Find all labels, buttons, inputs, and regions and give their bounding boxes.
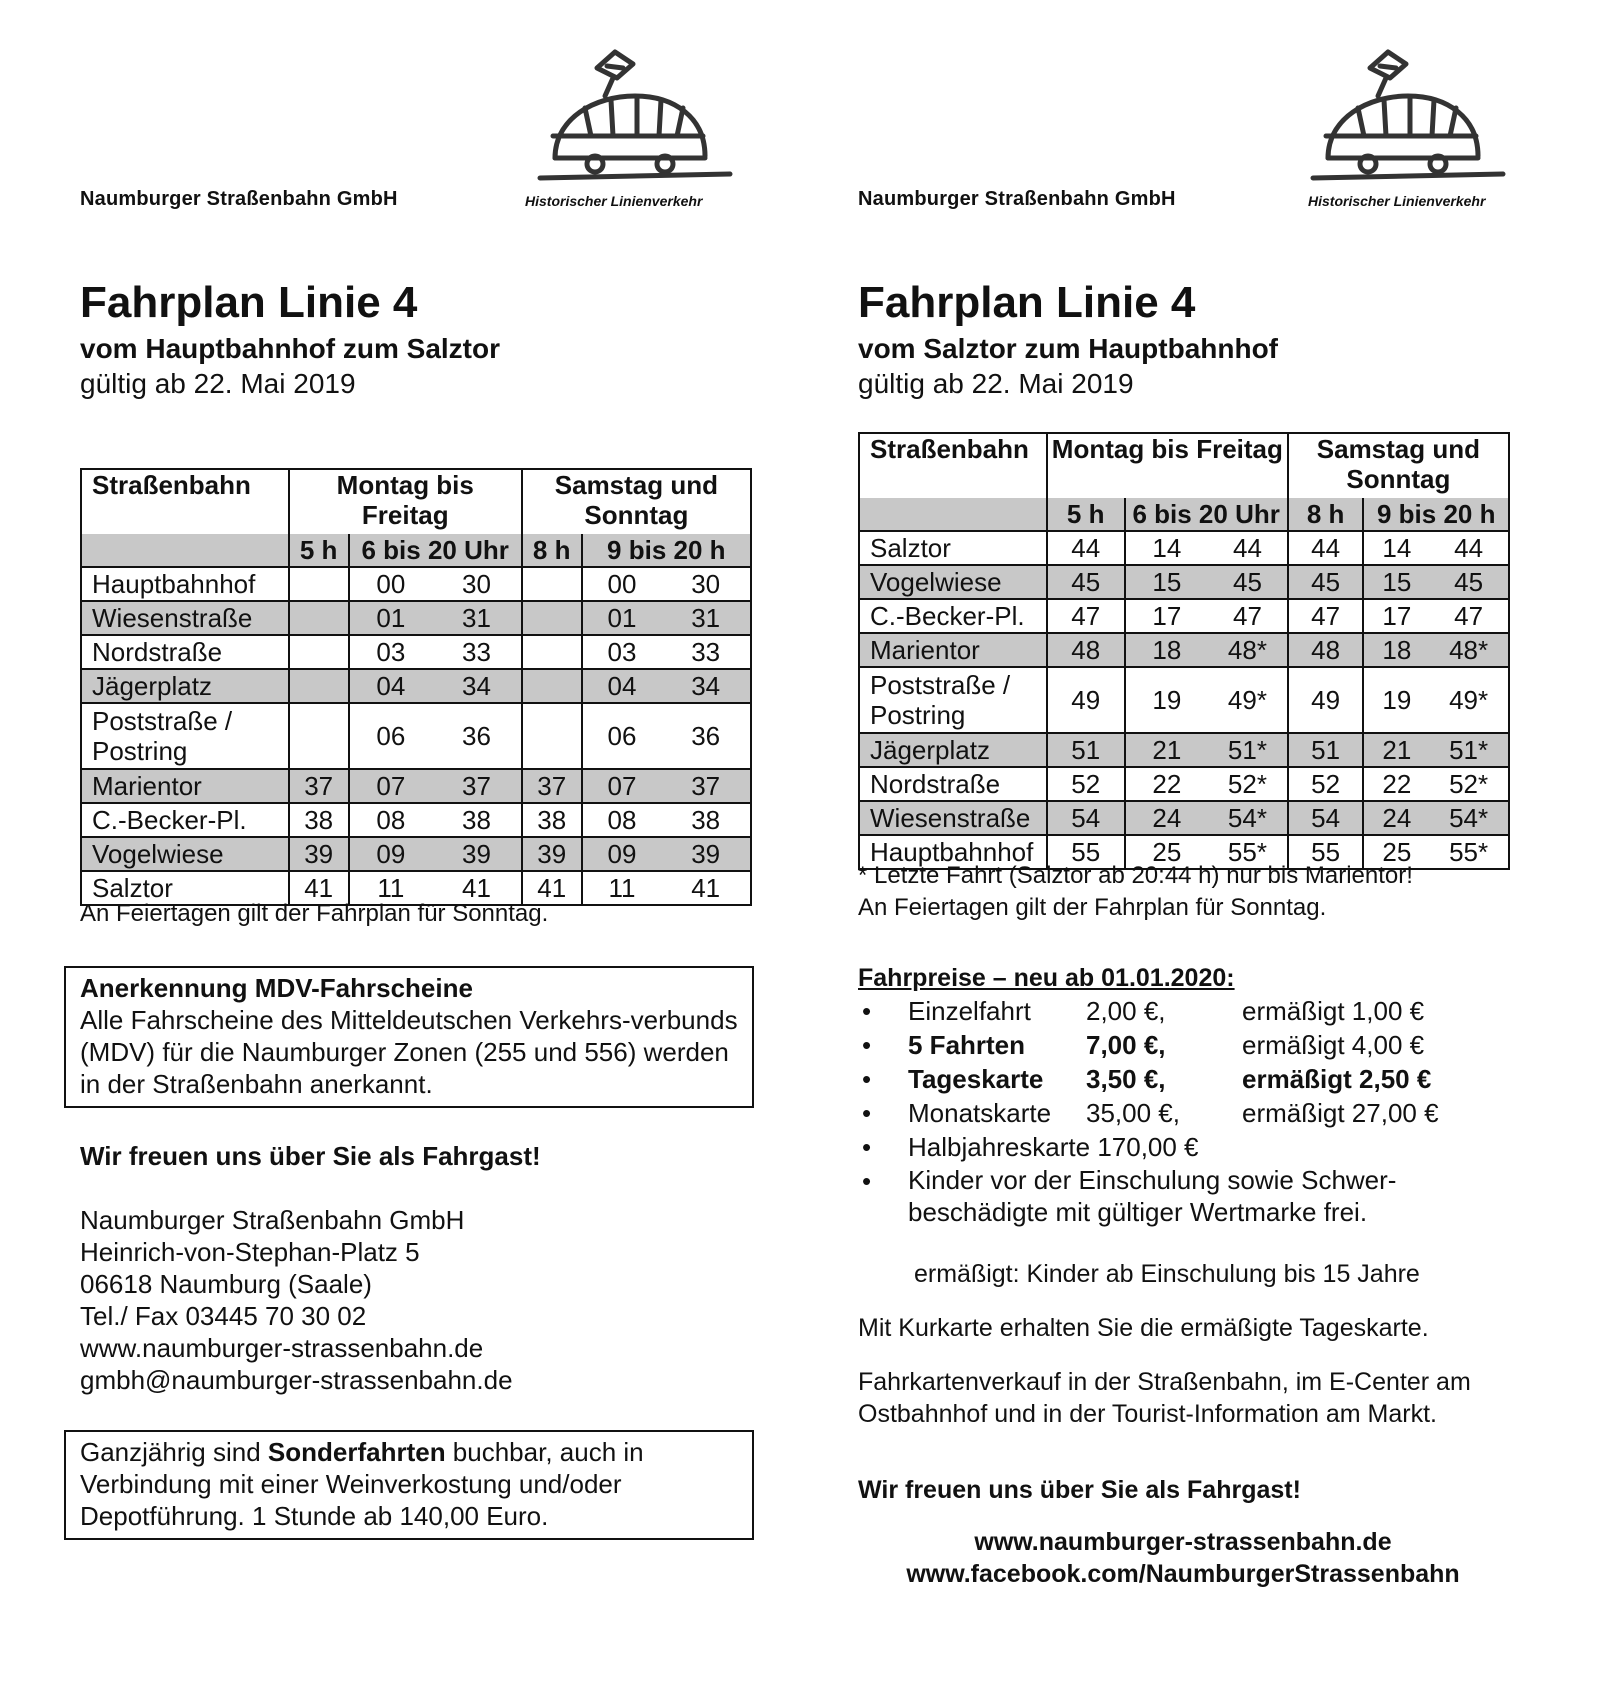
station-name: Wiesenstraße [859, 801, 1047, 835]
departure-minute: 51* [1429, 733, 1509, 767]
departure-minute: 47 [1047, 599, 1125, 633]
departure-minute: 47 [1288, 599, 1364, 633]
sub-header: 8 h [1288, 498, 1364, 531]
departure-minute: 44 [1047, 531, 1125, 565]
table-row [859, 599, 1509, 633]
email-link[interactable]: gmbh@naumburger-strassenbahn.de [80, 1365, 513, 1395]
special-trips-box [64, 1430, 754, 1540]
departure-minute: 08 [582, 803, 662, 837]
table-row [81, 669, 751, 703]
departure-minute: 54 [1047, 801, 1125, 835]
departure-minute: 25 [1125, 835, 1209, 869]
timetable [80, 468, 752, 906]
departure-minute: 55 [1047, 835, 1125, 869]
departure-minute: 52 [1288, 767, 1364, 801]
departure-minute [522, 567, 582, 601]
departure-minute: 45 [1208, 565, 1288, 599]
special-text: buchbar, auch in Verbindung mit einer Weinverkostung und/oder Depotführung. 1 Stunde ab 140,00 Euro. [80, 1437, 644, 1531]
children-note-text: Kinder vor der Einschulung sowie Schwer-beschädigte mit gültiger Wertmarke frei. [908, 1165, 1397, 1227]
departure-minute: 48* [1429, 633, 1509, 667]
departure-minute: 15 [1363, 565, 1429, 599]
departure-minute: 33 [432, 635, 522, 669]
price-item [858, 994, 1498, 1028]
ticket-name: Monatskarte [908, 1098, 1052, 1128]
bullet-icon: • [862, 1132, 872, 1162]
departure-minute: 24 [1125, 801, 1209, 835]
price-item [858, 1028, 1498, 1062]
welcome-text: Wir freuen uns über Sie als Fahrgast! [80, 1141, 541, 1171]
departure-minute: 30 [432, 567, 522, 601]
page-title: Fahrplan Linie 4 [80, 278, 418, 327]
table-row [81, 769, 751, 803]
ticket-reduced: ermäßigt 1,00 € [1242, 996, 1425, 1026]
sales-note: Fahrkartenverkauf in der Straßenbahn, im E-Center am Ostbahnhof und in der Tourist-Information am Markt. [858, 1368, 1471, 1428]
departure-minute: 55* [1429, 835, 1509, 869]
mdv-box [64, 966, 754, 1108]
bullet-icon: • [862, 1098, 872, 1128]
departure-minute: 37 [522, 769, 582, 803]
table-row [859, 531, 1509, 565]
half-year-price-text: Halbjahreskarte 170,00 € [908, 1132, 1199, 1162]
departure-minute: 44 [1288, 531, 1364, 565]
header-station: Straßenbahn [870, 434, 1029, 464]
ticket-price: 7,00 €, [1086, 1030, 1166, 1060]
departure-minute: 49 [1047, 667, 1125, 733]
table-row [859, 565, 1509, 599]
departure-minute: 21 [1363, 733, 1429, 767]
route-subtitle: vom Hauptbahnhof zum Salztor [80, 333, 500, 364]
departure-minute [289, 703, 349, 769]
tram-logo-icon [535, 38, 735, 183]
departure-minute [289, 669, 349, 703]
departure-minute: 51 [1047, 733, 1125, 767]
departure-minute [289, 601, 349, 635]
ticket-name: Tageskarte [908, 1064, 1044, 1094]
special-highlight: Sonderfahrten [267, 1437, 446, 1467]
tram-logo-icon [1308, 38, 1508, 183]
departure-minute: 51 [1288, 733, 1364, 767]
departure-minute: 07 [582, 769, 662, 803]
bullet-icon: • [862, 996, 872, 1026]
website-link[interactable]: www.naumburger-strassenbahn.de [974, 1528, 1392, 1556]
sub-header: 5 h [289, 534, 349, 567]
departure-minute: 00 [582, 567, 662, 601]
table-row [859, 801, 1509, 835]
departure-minute: 41 [661, 871, 751, 905]
address-block [80, 1204, 513, 1396]
address-line: Tel./ Fax 03445 70 30 02 [80, 1301, 367, 1331]
price-item [858, 1062, 1498, 1096]
departure-minute: 41 [522, 871, 582, 905]
mdv-title: Anerkennung MDV-Fahrscheine [80, 973, 473, 1003]
departure-minute: 41 [432, 871, 522, 905]
departure-minute [289, 635, 349, 669]
departure-minute: 34 [661, 669, 751, 703]
table-row [859, 633, 1509, 667]
header-weekday: Montag bis Freitag [289, 469, 522, 534]
tagline: Historischer Linienverkehr [1308, 193, 1486, 209]
departure-minute: 47 [1208, 599, 1288, 633]
station-name: C.-Becker-Pl. [859, 599, 1047, 633]
address-line: 06618 Naumburg (Saale) [80, 1269, 372, 1299]
departure-minute: 11 [349, 871, 433, 905]
station-name: C.-Becker-Pl. [81, 803, 289, 837]
header-weekend: Samstag und Sonntag [522, 469, 751, 534]
tagline: Historischer Linienverkehr [525, 193, 703, 209]
departure-minute: 48 [1047, 633, 1125, 667]
departure-minute: 49* [1429, 667, 1509, 733]
valid-date: gültig ab 22. Mai 2019 [858, 368, 1134, 399]
valid-date: gültig ab 22. Mai 2019 [80, 368, 356, 399]
table-row [859, 767, 1509, 801]
departure-minute: 44 [1429, 531, 1509, 565]
station-name: Jägerplatz [81, 669, 289, 703]
mdv-text: Alle Fahrscheine des Mitteldeutschen Verkehrs-verbunds (MDV) für die Naumburger Zonen (255 und 556) werden in der Straßenbahn anerkannt. [80, 1005, 738, 1099]
departure-minute: 38 [661, 803, 751, 837]
sub-header: 5 h [1047, 498, 1125, 531]
departure-minute: 07 [349, 769, 433, 803]
departure-minute: 55* [1208, 835, 1288, 869]
station-name: Nordstraße [859, 767, 1047, 801]
table-row [81, 601, 751, 635]
departure-minute: 22 [1125, 767, 1209, 801]
ticket-reduced: ermäßigt 27,00 € [1242, 1098, 1439, 1128]
departure-minute: 31 [432, 601, 522, 635]
holiday-note: An Feiertagen gilt der Fahrplan für Sonntag. [80, 900, 549, 927]
departure-minute: 45 [1288, 565, 1364, 599]
departure-minute: 37 [661, 769, 751, 803]
departure-minute: 48* [1208, 633, 1288, 667]
station-name: Vogelwiese [81, 837, 289, 871]
departure-minute: 03 [582, 635, 662, 669]
station-name: Marientor [81, 769, 289, 803]
station-name: Salztor [81, 871, 289, 905]
table-row [81, 803, 751, 837]
company-name: Naumburger Straßenbahn GmbH [80, 188, 398, 210]
departure-minute: 54* [1429, 801, 1509, 835]
company-name: Naumburger Straßenbahn GmbH [858, 188, 1176, 210]
price-list [858, 994, 1498, 1229]
sub-header: 8 h [522, 534, 582, 567]
station-name: Marientor [859, 633, 1047, 667]
departure-minute: 45 [1429, 565, 1509, 599]
header-weekday: Montag bis Freitag [1047, 433, 1288, 498]
reduced-note: ermäßigt: Kinder ab Einschulung bis 15 Jahre [914, 1260, 1420, 1288]
departure-minute: 14 [1363, 531, 1429, 565]
bullet-icon: • [862, 1030, 872, 1060]
departure-minute: 03 [349, 635, 433, 669]
header-weekend: Samstag und Sonntag [1288, 433, 1509, 498]
departure-minute: 17 [1125, 599, 1209, 633]
price-item [858, 1096, 1498, 1130]
special-text: Ganzjährig sind [80, 1437, 268, 1467]
timetable [858, 432, 1510, 870]
departure-minute: 15 [1125, 565, 1209, 599]
sub-header: 9 bis 20 h [582, 534, 751, 567]
station-name: Vogelwiese [859, 565, 1047, 599]
departure-minute: 18 [1125, 633, 1209, 667]
sub-header: 9 bis 20 h [1363, 498, 1509, 531]
facebook-link[interactable]: www.facebook.com/NaumburgerStrassenbahn [906, 1560, 1460, 1588]
departure-minute: 54* [1208, 801, 1288, 835]
welcome-text: Wir freuen uns über Sie als Fahrgast! [858, 1476, 1301, 1504]
departure-minute: 33 [661, 635, 751, 669]
departure-minute: 37 [432, 769, 522, 803]
departure-minute: 21 [1125, 733, 1209, 767]
departure-minute: 52* [1208, 767, 1288, 801]
address-line: Naumburger Straßenbahn GmbH [80, 1205, 465, 1235]
children-note [858, 1164, 1498, 1229]
departure-minute: 38 [522, 803, 582, 837]
departure-minute [289, 567, 349, 601]
station-name: Nordstraße [81, 635, 289, 669]
ticket-price: 2,00 €, [1086, 996, 1166, 1026]
departure-minute: 11 [582, 871, 662, 905]
departure-minute: 30 [661, 567, 751, 601]
footnote: * Letzte Fahrt (Salztor ab 20:44 h) nur bis Marientor! [858, 862, 1413, 889]
departure-minute: 44 [1208, 531, 1288, 565]
departure-minute: 25 [1363, 835, 1429, 869]
ticket-reduced: ermäßigt 4,00 € [1242, 1030, 1425, 1060]
departure-minute: 41 [289, 871, 349, 905]
departure-minute [522, 703, 582, 769]
departure-minute: 01 [349, 601, 433, 635]
half-year-price [858, 1130, 1498, 1164]
departure-minute: 19 [1363, 667, 1429, 733]
departure-minute: 45 [1047, 565, 1125, 599]
departure-minute: 37 [289, 769, 349, 803]
departure-minute: 09 [582, 837, 662, 871]
departure-minute: 14 [1125, 531, 1209, 565]
station-name: Poststraße / Postring [859, 667, 1047, 733]
departure-minute: 00 [349, 567, 433, 601]
departure-minute: 54 [1288, 801, 1364, 835]
station-name: Poststraße / Postring [81, 703, 289, 769]
address-line: Heinrich-von-Stephan-Platz 5 [80, 1237, 420, 1267]
table-row [81, 703, 751, 769]
departure-minute: 39 [522, 837, 582, 871]
website-link[interactable]: www.naumburger-strassenbahn.de [80, 1333, 484, 1363]
departure-minute [522, 669, 582, 703]
departure-minute: 38 [432, 803, 522, 837]
departure-minute: 39 [289, 837, 349, 871]
departure-minute: 31 [661, 601, 751, 635]
departure-minute: 04 [349, 669, 433, 703]
departure-minute: 52* [1429, 767, 1509, 801]
departure-minute: 06 [582, 703, 662, 769]
table-row [859, 733, 1509, 767]
ticket-reduced: ermäßigt 2,50 € [1242, 1064, 1432, 1094]
bullet-icon: • [862, 1064, 872, 1094]
bullet-icon: • [862, 1166, 872, 1196]
departure-minute: 04 [582, 669, 662, 703]
departure-minute: 36 [432, 703, 522, 769]
table-row [81, 635, 751, 669]
departure-minute [522, 601, 582, 635]
sub-header: 6 bis 20 Uhr [1125, 498, 1288, 531]
departure-minute: 18 [1363, 633, 1429, 667]
departure-minute: 48 [1288, 633, 1364, 667]
departure-minute: 47 [1429, 599, 1509, 633]
departure-minute: 38 [289, 803, 349, 837]
ticket-price: 35,00 €, [1086, 1098, 1180, 1128]
departure-minute: 19 [1125, 667, 1209, 733]
departure-minute: 39 [661, 837, 751, 871]
page-title: Fahrplan Linie 4 [858, 278, 1196, 327]
departure-minute: 51* [1208, 733, 1288, 767]
departure-minute: 52 [1047, 767, 1125, 801]
station-name: Salztor [859, 531, 1047, 565]
kurkarte-note: Mit Kurkarte erhalten Sie die ermäßigte Tageskarte. [858, 1314, 1429, 1342]
departure-minute [522, 635, 582, 669]
departure-minute: 22 [1363, 767, 1429, 801]
departure-minute: 06 [349, 703, 433, 769]
ticket-price: 3,50 €, [1086, 1064, 1166, 1094]
station-name: Hauptbahnhof [81, 567, 289, 601]
route-subtitle: vom Salztor zum Hauptbahnhof [858, 333, 1278, 364]
departure-minute: 08 [349, 803, 433, 837]
departure-minute: 39 [432, 837, 522, 871]
departure-minute: 09 [349, 837, 433, 871]
header-station: Straßenbahn [92, 470, 251, 500]
station-name: Jägerplatz [859, 733, 1047, 767]
departure-minute: 36 [661, 703, 751, 769]
prices-title: Fahrpreise – neu ab 01.01.2020: [858, 964, 1235, 992]
departure-minute: 34 [432, 669, 522, 703]
table-row [81, 837, 751, 871]
sub-header: 6 bis 20 Uhr [349, 534, 522, 567]
departure-minute: 49 [1288, 667, 1364, 733]
departure-minute: 55 [1288, 835, 1364, 869]
table-row [859, 667, 1509, 733]
ticket-name: Einzelfahrt [908, 996, 1031, 1026]
departure-minute: 24 [1363, 801, 1429, 835]
departure-minute: 17 [1363, 599, 1429, 633]
station-name: Wiesenstraße [81, 601, 289, 635]
table-row [81, 567, 751, 601]
ticket-name: 5 Fahrten [908, 1030, 1026, 1060]
holiday-note: An Feiertagen gilt der Fahrplan für Sonntag. [858, 894, 1327, 921]
station-name: Hauptbahnhof [859, 835, 1047, 869]
departure-minute: 49* [1208, 667, 1288, 733]
departure-minute: 01 [582, 601, 662, 635]
